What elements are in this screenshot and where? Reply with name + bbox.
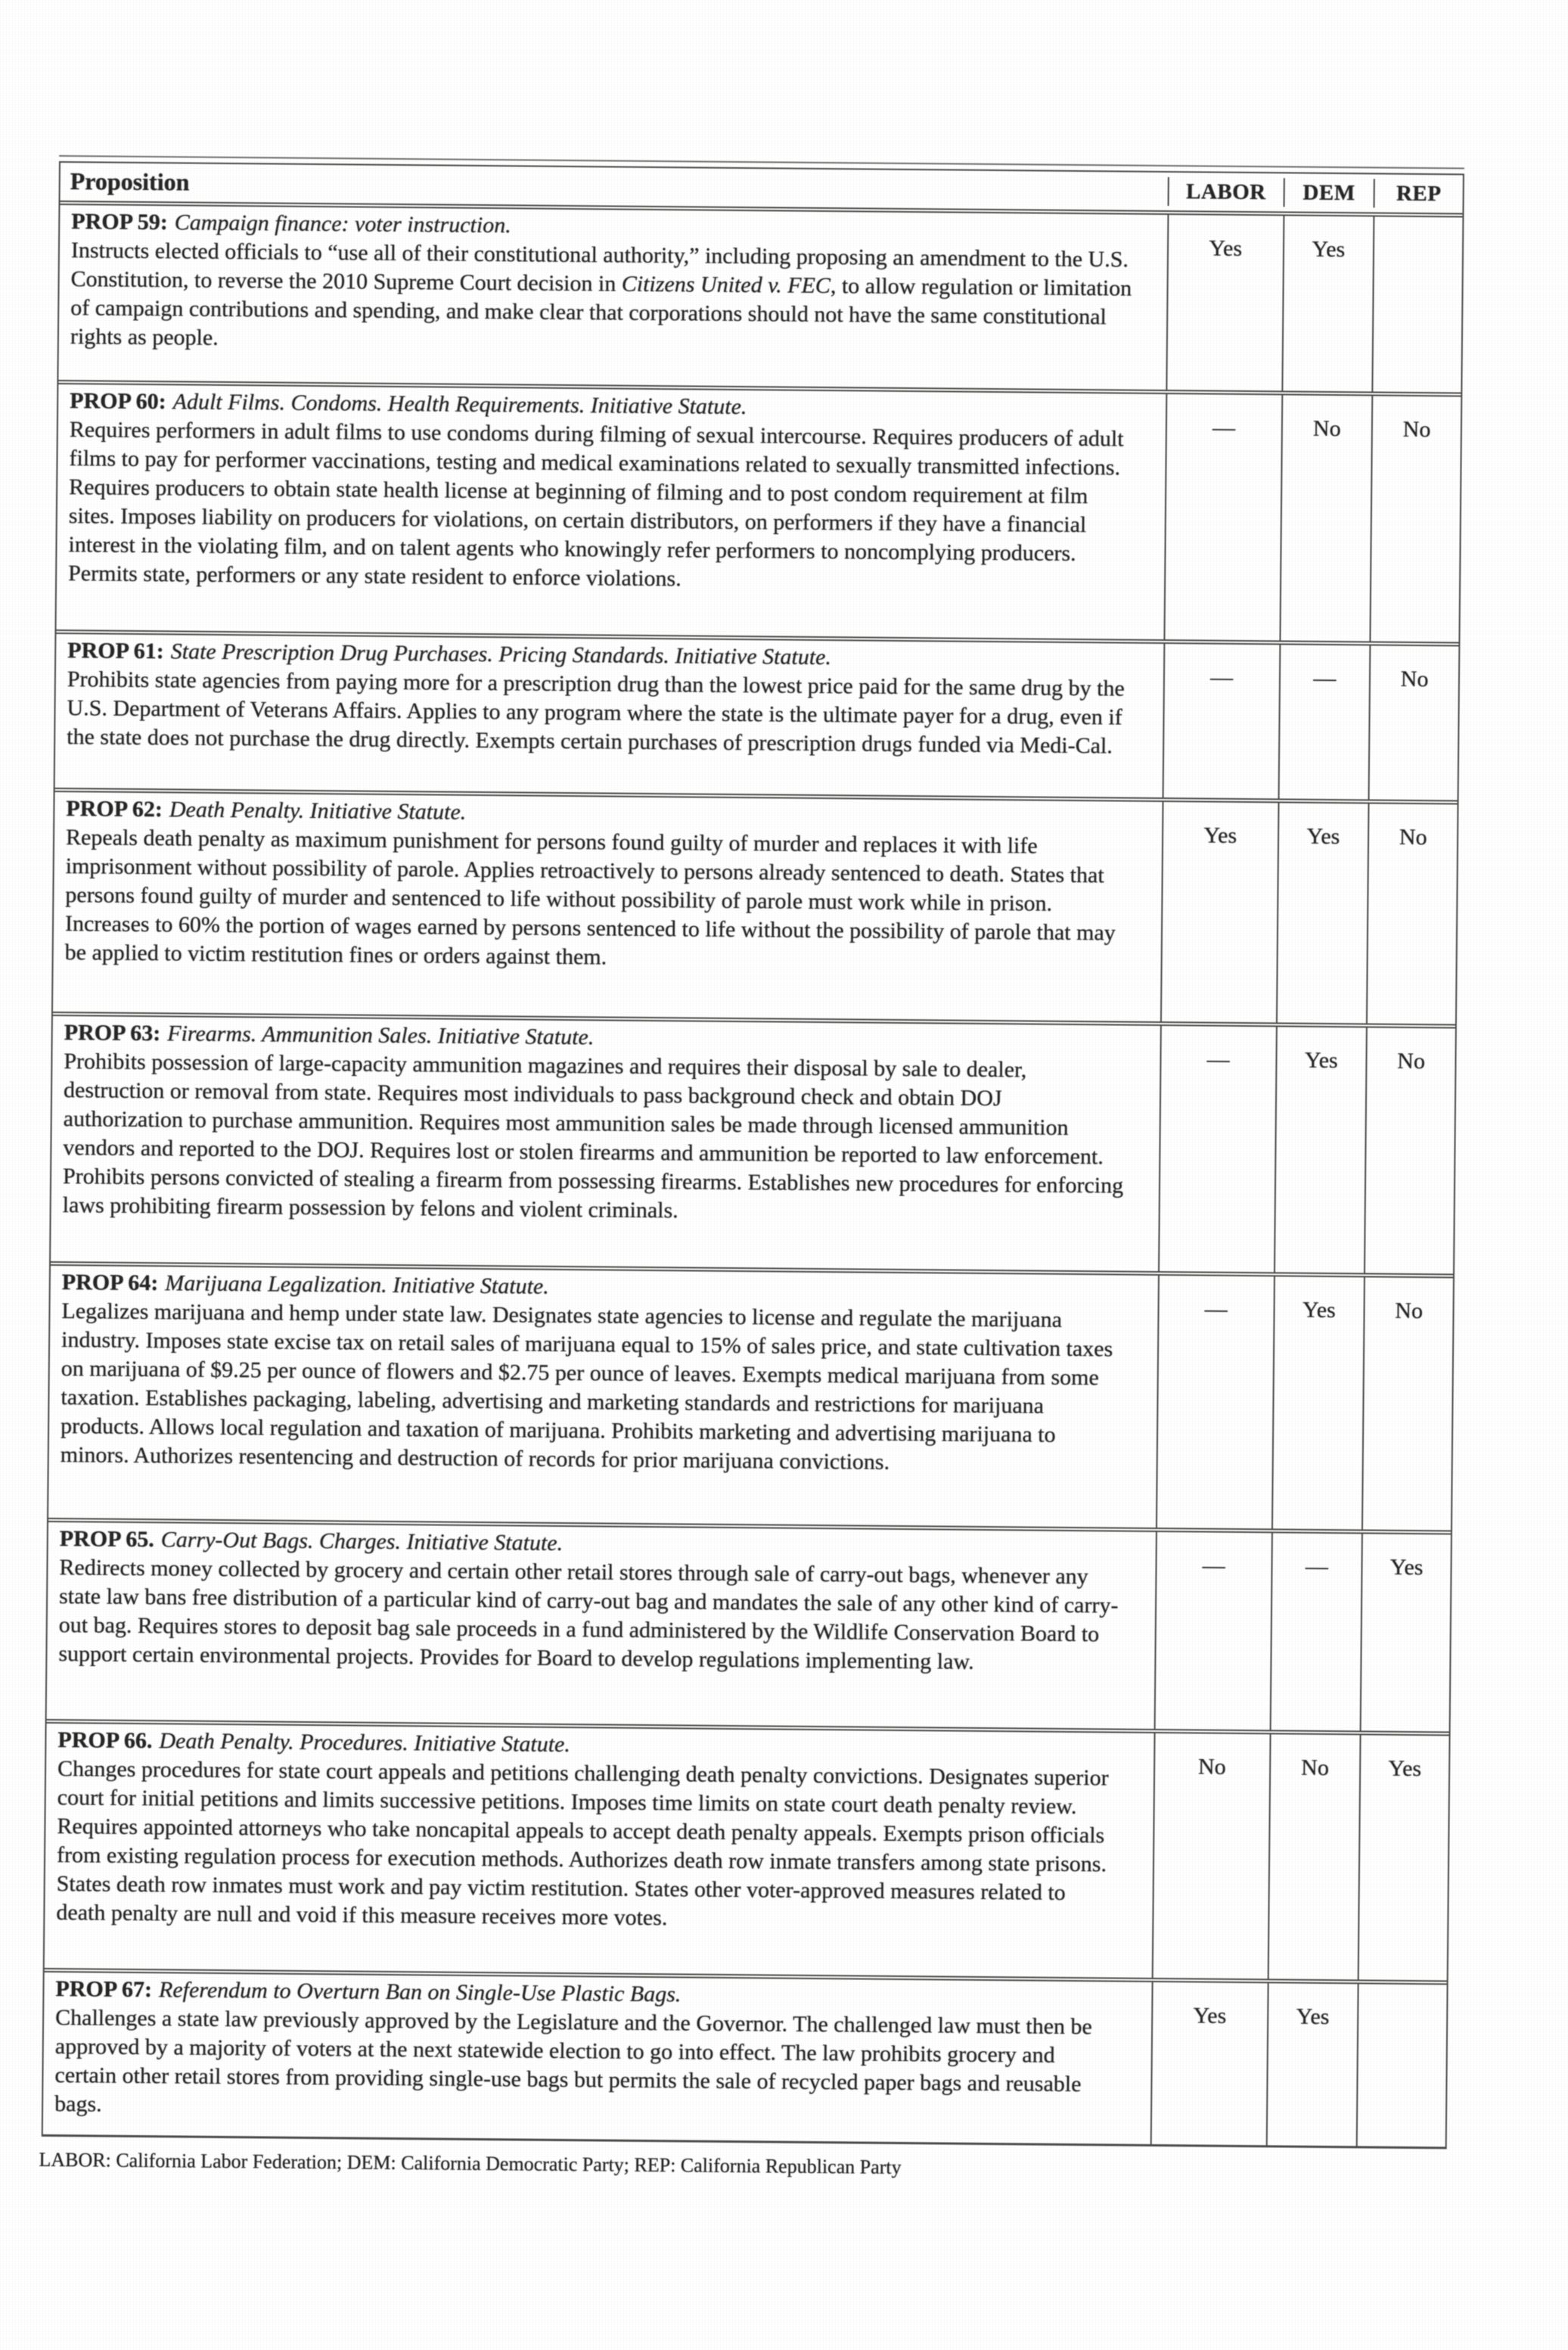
vote-dem: —: [1269, 1533, 1362, 1730]
vote-rep: No: [1364, 1027, 1455, 1273]
prop-description: Redirects money collected by grocery and certain other retail stores through sale of carry-out bags, whenever any state law bans free distribution of a particular kind of carry-out bag and mandates the sale of any other kind of carry-out bag. Requires stores to deposit bag sale proceeds in a fund administered by the Wildlife Conservation Board to support certain environmental projects. Provides for Board to develop regulations implementing law.: [58, 1555, 1119, 1674]
prop-description: Challenges a state law previously approved by the Legislature and the Governor. The challenged law must then be approved by a majority of voters at the next statewide election to go into effect. The law prohibits grocery and certain other retail stores from providing single-use bags but permits the sale of recycled paper bags and reusable bags.: [54, 2005, 1092, 2117]
vote-rep: Yes: [1360, 1534, 1451, 1731]
vote-dem: —: [1278, 645, 1370, 799]
prop-cell: [47, 1522, 1156, 1729]
vote-labor: Yes: [1166, 215, 1283, 390]
vote-dem: Yes: [1274, 1027, 1367, 1273]
vote-dem: No: [1279, 395, 1372, 641]
prop-description: Prohibits state agencies from paying more for a prescription drug than the lowest price paid for the same drug by the U.S. Department of Veterans Affairs. Applies to any program where the state is the ultimate payer for a drug, even if the state does not purchase the drug directly. Exempts certain purchases of prescription drugs funded via Medi-Cal.: [67, 667, 1125, 759]
vote-labor: —: [1158, 1026, 1276, 1272]
prop-description: Prohibits possession of large-capacity ammunition magazines and requires their disposal by sale to dealer, destruction or removal from state. Requires most individuals to pass background check and obtain DOJ authorization to purchase ammunition. Requires most ammunition sales be made through licensed ammunition vendors and reported to the DOJ. Requires lost or stolen firearms and ammunition be reported to law enforcement. Prohibits persons convicted of stealing a firearm from possessing firearms. Establishes new procedures for enforcing laws prohibiting firearm possession by felons and violent criminals.: [62, 1049, 1124, 1223]
prop-title: Death Penalty. Procedures. Initiative Statute.: [159, 1728, 571, 1758]
prop-cell: [55, 634, 1164, 797]
prop-description: Requires performers in adult films to use condoms during filming of sexual intercourse. Requires producers of adult films to pay for performer vaccinations, testing and medical examinations related to sexually transmitted infections. Requires producers to obtain state health license at beginning of filming and to post condom requirement at film sites. Imposes liability on producers for violations, on certain distributors, on performers if they have a financial interest in the violating film, and on talent agents who knowingly refer performers to noncomplying producers. Permits state, performers or any state resident to enforce violations.: [68, 417, 1124, 592]
prop-row: [43, 1968, 1447, 2146]
header-proposition-label: Proposition: [70, 167, 190, 196]
vote-rep: Yes: [1358, 1735, 1449, 1980]
header-col-dem: DEM: [1283, 178, 1374, 207]
vote-labor: Yes: [1150, 1982, 1268, 2145]
prop-cell: [43, 1972, 1152, 2144]
prop-cell: [51, 1016, 1160, 1271]
prop-row: [53, 788, 1458, 1024]
prop-title: Campaign finance: voter instruction.: [174, 210, 511, 238]
header-col-rep: REP: [1374, 179, 1463, 208]
vote-labor: —: [1156, 1276, 1274, 1528]
prop-row: [56, 380, 1461, 642]
prop-row: [55, 629, 1459, 800]
proposition-table: [42, 161, 1464, 2149]
prop-number: PROP 66.: [57, 1727, 153, 1754]
vote-labor: —: [1153, 1532, 1271, 1730]
vote-rep: [1372, 216, 1463, 392]
prop-number: PROP 64:: [61, 1270, 159, 1296]
prop-title: Firearms. Ammunition Sales. Initiative Statute.: [167, 1021, 595, 1050]
prop-cell: [53, 792, 1162, 1021]
vote-labor: No: [1152, 1733, 1270, 1979]
vote-rep: No: [1370, 396, 1461, 642]
prop-cell: [45, 1724, 1154, 1978]
footer-legend: LABOR: California Labor Federation; DEM: California Democratic Party; REP: California Republican Party: [39, 2148, 902, 2179]
prop-number: PROP 61:: [67, 638, 164, 664]
vote-rep: [1356, 1984, 1447, 2146]
prop-title: Death Penalty. Initiative Statute.: [169, 797, 467, 825]
vote-labor: —: [1162, 644, 1278, 798]
header-col-labor: LABOR: [1167, 177, 1283, 207]
vote-rep: No: [1362, 1277, 1453, 1530]
prop-row: [47, 1518, 1451, 1731]
prop-cell: [56, 384, 1166, 639]
prop-title: Adult Films. Condoms. Health Requirements. Initiative Statute.: [172, 389, 747, 420]
scan-page: [39, 161, 1496, 2179]
prop-description: Repeals death penalty as maximum punishment for persons found guilty of murder and replaces it with life imprisonment without possibility of parole. Applies retroactively to persons already sentenced to death. States that persons found guilty of murder and sentenced to life without possibility of parole must work while in prison. Increases to 60% the portion of wages earned by persons sentenced to life without the possibility of parole that may be applied to victim restitution fines or orders against them.: [64, 825, 1116, 970]
prop-description: Changes procedures for state court appeals and petitions challenging death penalty convictions. Designates superior court for initial petitions and limits successive petitions. Imposes time limits on state court death penalty review. Requires appointed attorneys who take noncapital appeals to accept death penalty appeals. Exempts prison officials from existing regulation process for execution methods. Authorizes death row inmate transfers among state prisons. States death row inmates must work and pay victim restitution. States other voter-approved measures related to death penalty are null and void if this measure receives more votes.: [56, 1756, 1109, 1931]
prop-number: PROP 59:: [71, 209, 168, 235]
vote-dem: Yes: [1265, 1983, 1358, 2146]
vote-dem: Yes: [1275, 803, 1368, 1023]
vote-rep: No: [1368, 645, 1459, 800]
prop-row: [48, 1261, 1453, 1530]
prop-title: Marijuana Legalization. Initiative Statute.: [165, 1270, 549, 1299]
prop-row: [51, 1012, 1455, 1273]
prop-number: PROP 67:: [55, 1976, 153, 2003]
prop-title: Referendum to Overturn Ban on Single-Use Plastic Bags.: [158, 1977, 682, 2007]
prop-row: [45, 1719, 1449, 1980]
vote-dem: Yes: [1271, 1276, 1364, 1529]
prop-row: [58, 200, 1462, 392]
vote-labor: —: [1163, 394, 1281, 640]
prop-number: PROP 65.: [59, 1526, 154, 1553]
prop-cell: [58, 205, 1167, 390]
prop-title: Carry-Out Bags. Charges. Initiative Statute.: [160, 1527, 564, 1556]
prop-title: State Prescription Drug Purchases. Pricing Standards. Initiative Statute.: [170, 639, 832, 670]
vote-rep: No: [1366, 804, 1457, 1024]
vote-labor: Yes: [1160, 802, 1278, 1022]
prop-number: PROP 62:: [66, 796, 163, 822]
prop-number: PROP 60:: [70, 388, 166, 415]
vote-dem: No: [1267, 1734, 1360, 1979]
prop-description: Instructs elected officials to “use all of their constitutional authority,” including proposing an amendment to the U.S. Constitution, to reverse the 2010 Supreme Court decision in Citizens United v. FEC, to allow regulation or limitation of campaign contributions and spending, and make clear that corporations should not have the same constitutional rights as people.: [70, 238, 1132, 350]
prop-cell: [48, 1266, 1158, 1528]
prop-description: Legalizes marijuana and hemp under state law. Designates state agencies to license and regulate the marijuana industry. Imposes state excise tax on retail sales of marijuana equal to 15% of sales price, and state cultivation taxes on marijuana of $9.25 per ounce of flowers and $2.75 per ounce of leaves. Exempts medical marijuana from some taxation. Establishes packaging, labeling, advertising and marketing standards and restrictions for marijuana products. Allows local regulation and taxation of marijuana. Prohibits marketing and advertising marijuana to minors. Authorizes resentencing and destruction of records for prior marijuana convictions.: [60, 1298, 1113, 1475]
vote-dem: Yes: [1281, 216, 1374, 391]
prop-number: PROP 63:: [64, 1020, 161, 1046]
